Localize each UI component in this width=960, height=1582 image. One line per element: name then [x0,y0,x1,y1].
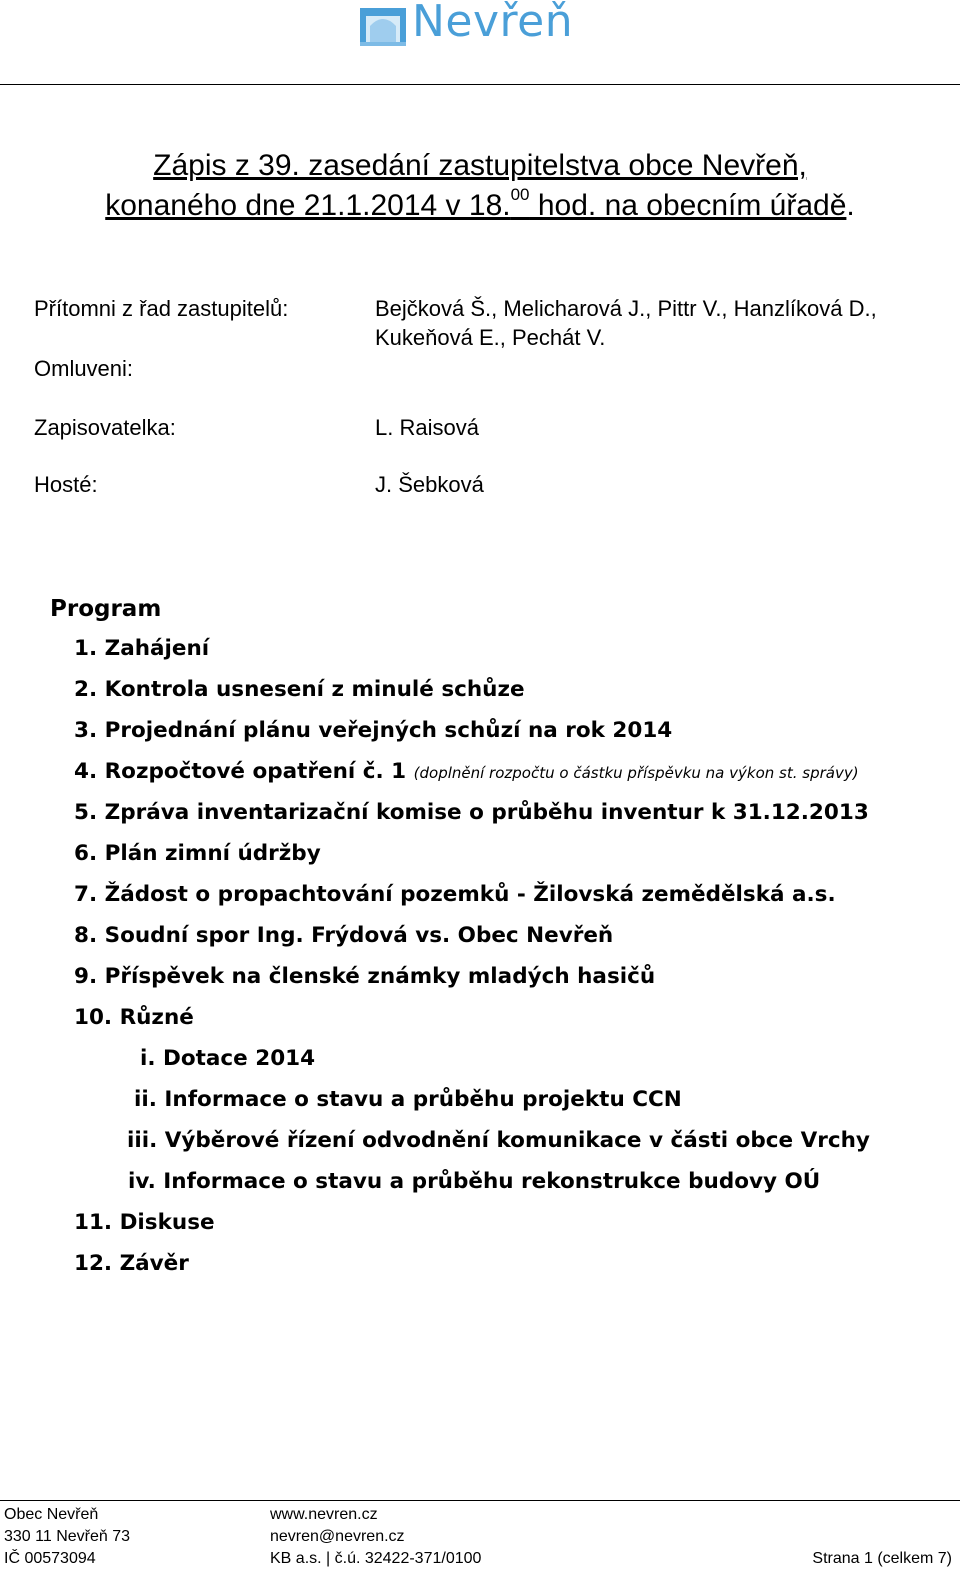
present-value-line-1: Bejčková Š., Melicharová J., Pittr V., Hanzlíková D., [375,296,877,321]
present-value-line-2: Kukeňová E., Pechát V. [375,325,606,350]
program-item: 10. Různé [74,1005,194,1030]
guests-value: J. Šebková [375,472,484,497]
program-item: 9. Příspěvek na členské známky mladých hasičů [74,964,656,989]
footer-address: 330 11 Nevřeň 73 [4,1528,131,1545]
program-heading: Program [50,596,162,622]
footer-website-link[interactable]: www.nevren.cz [270,1506,378,1523]
title-period: . [846,189,855,222]
excused-label: Omluveni: [34,356,134,381]
program-subitem: i. Dotace 2014 [140,1046,316,1071]
footer-ico: IČ 00573094 [4,1550,96,1567]
program-item: 6. Plán zimní údržby [74,841,321,866]
present-label: Přítomni z řad zastupitelů: [34,296,289,321]
program-item: 11. Diskuse [74,1210,215,1235]
program-subitem: iii. Výběrové řízení odvodnění komunikace v části obce Vrchy [127,1128,870,1153]
title-line-2: konaného dne 21.1.2014 v 18.00 hod. na obecním úřadě [105,185,847,222]
header-divider [0,84,960,85]
logo-building-icon [360,2,408,48]
program-item: 8. Soudní spor Ing. Frýdová vs. Obec Nevřeň [74,923,614,948]
program-subitem: iv. Informace o stavu a průběhu rekonstrukce budovy OÚ [128,1169,821,1194]
recorder-label: Zapisovatelka: [34,415,176,440]
program-item: 12. Závěr [74,1251,189,1276]
footer-divider [0,1500,960,1501]
program-subitem: ii. Informace o stavu a průběhu projektu CCN [134,1087,682,1112]
footer-email-link[interactable]: nevren@nevren.cz [270,1528,405,1545]
document-title [0,146,960,226]
title-time-superscript: 00 [510,185,530,204]
logo [360,2,600,54]
footer-bank: KB a.s. | č.ú. 32422-371/0100 [270,1550,482,1567]
footer-org: Obec Nevřeň [4,1506,99,1523]
program-item: 4. Rozpočtové opatření č. 1 (doplnění rozpočtu o částku příspěvku na výkon st. správy) [74,759,859,784]
footer-page-number: Strana 1 (celkem 7) [812,1550,952,1567]
program-item: 1. Zahájení [74,636,210,661]
program-item: 7. Žádost o propachtování pozemků - Žilovská zemědělská a.s. [74,882,836,907]
title-line-1: Zápis z 39. zasedání zastupitelstva obce Nevřeň, [153,149,807,182]
program-item: 5. Zpráva inventarizační komise o průběhu inventur k 31.12.2013 [74,800,869,825]
guests-label: Hosté: [34,472,98,497]
recorder-value: L. Raisová [375,415,479,440]
program-item-note: (doplnění rozpočtu o částku příspěvku na výkon st. správy) [413,764,859,782]
program-item: 2. Kontrola usnesení z minulé schůze [74,677,525,702]
program-item: 3. Projednání plánu veřejných schůzí na rok 2014 [74,718,673,743]
logo-text: Nevřeň [412,0,574,47]
